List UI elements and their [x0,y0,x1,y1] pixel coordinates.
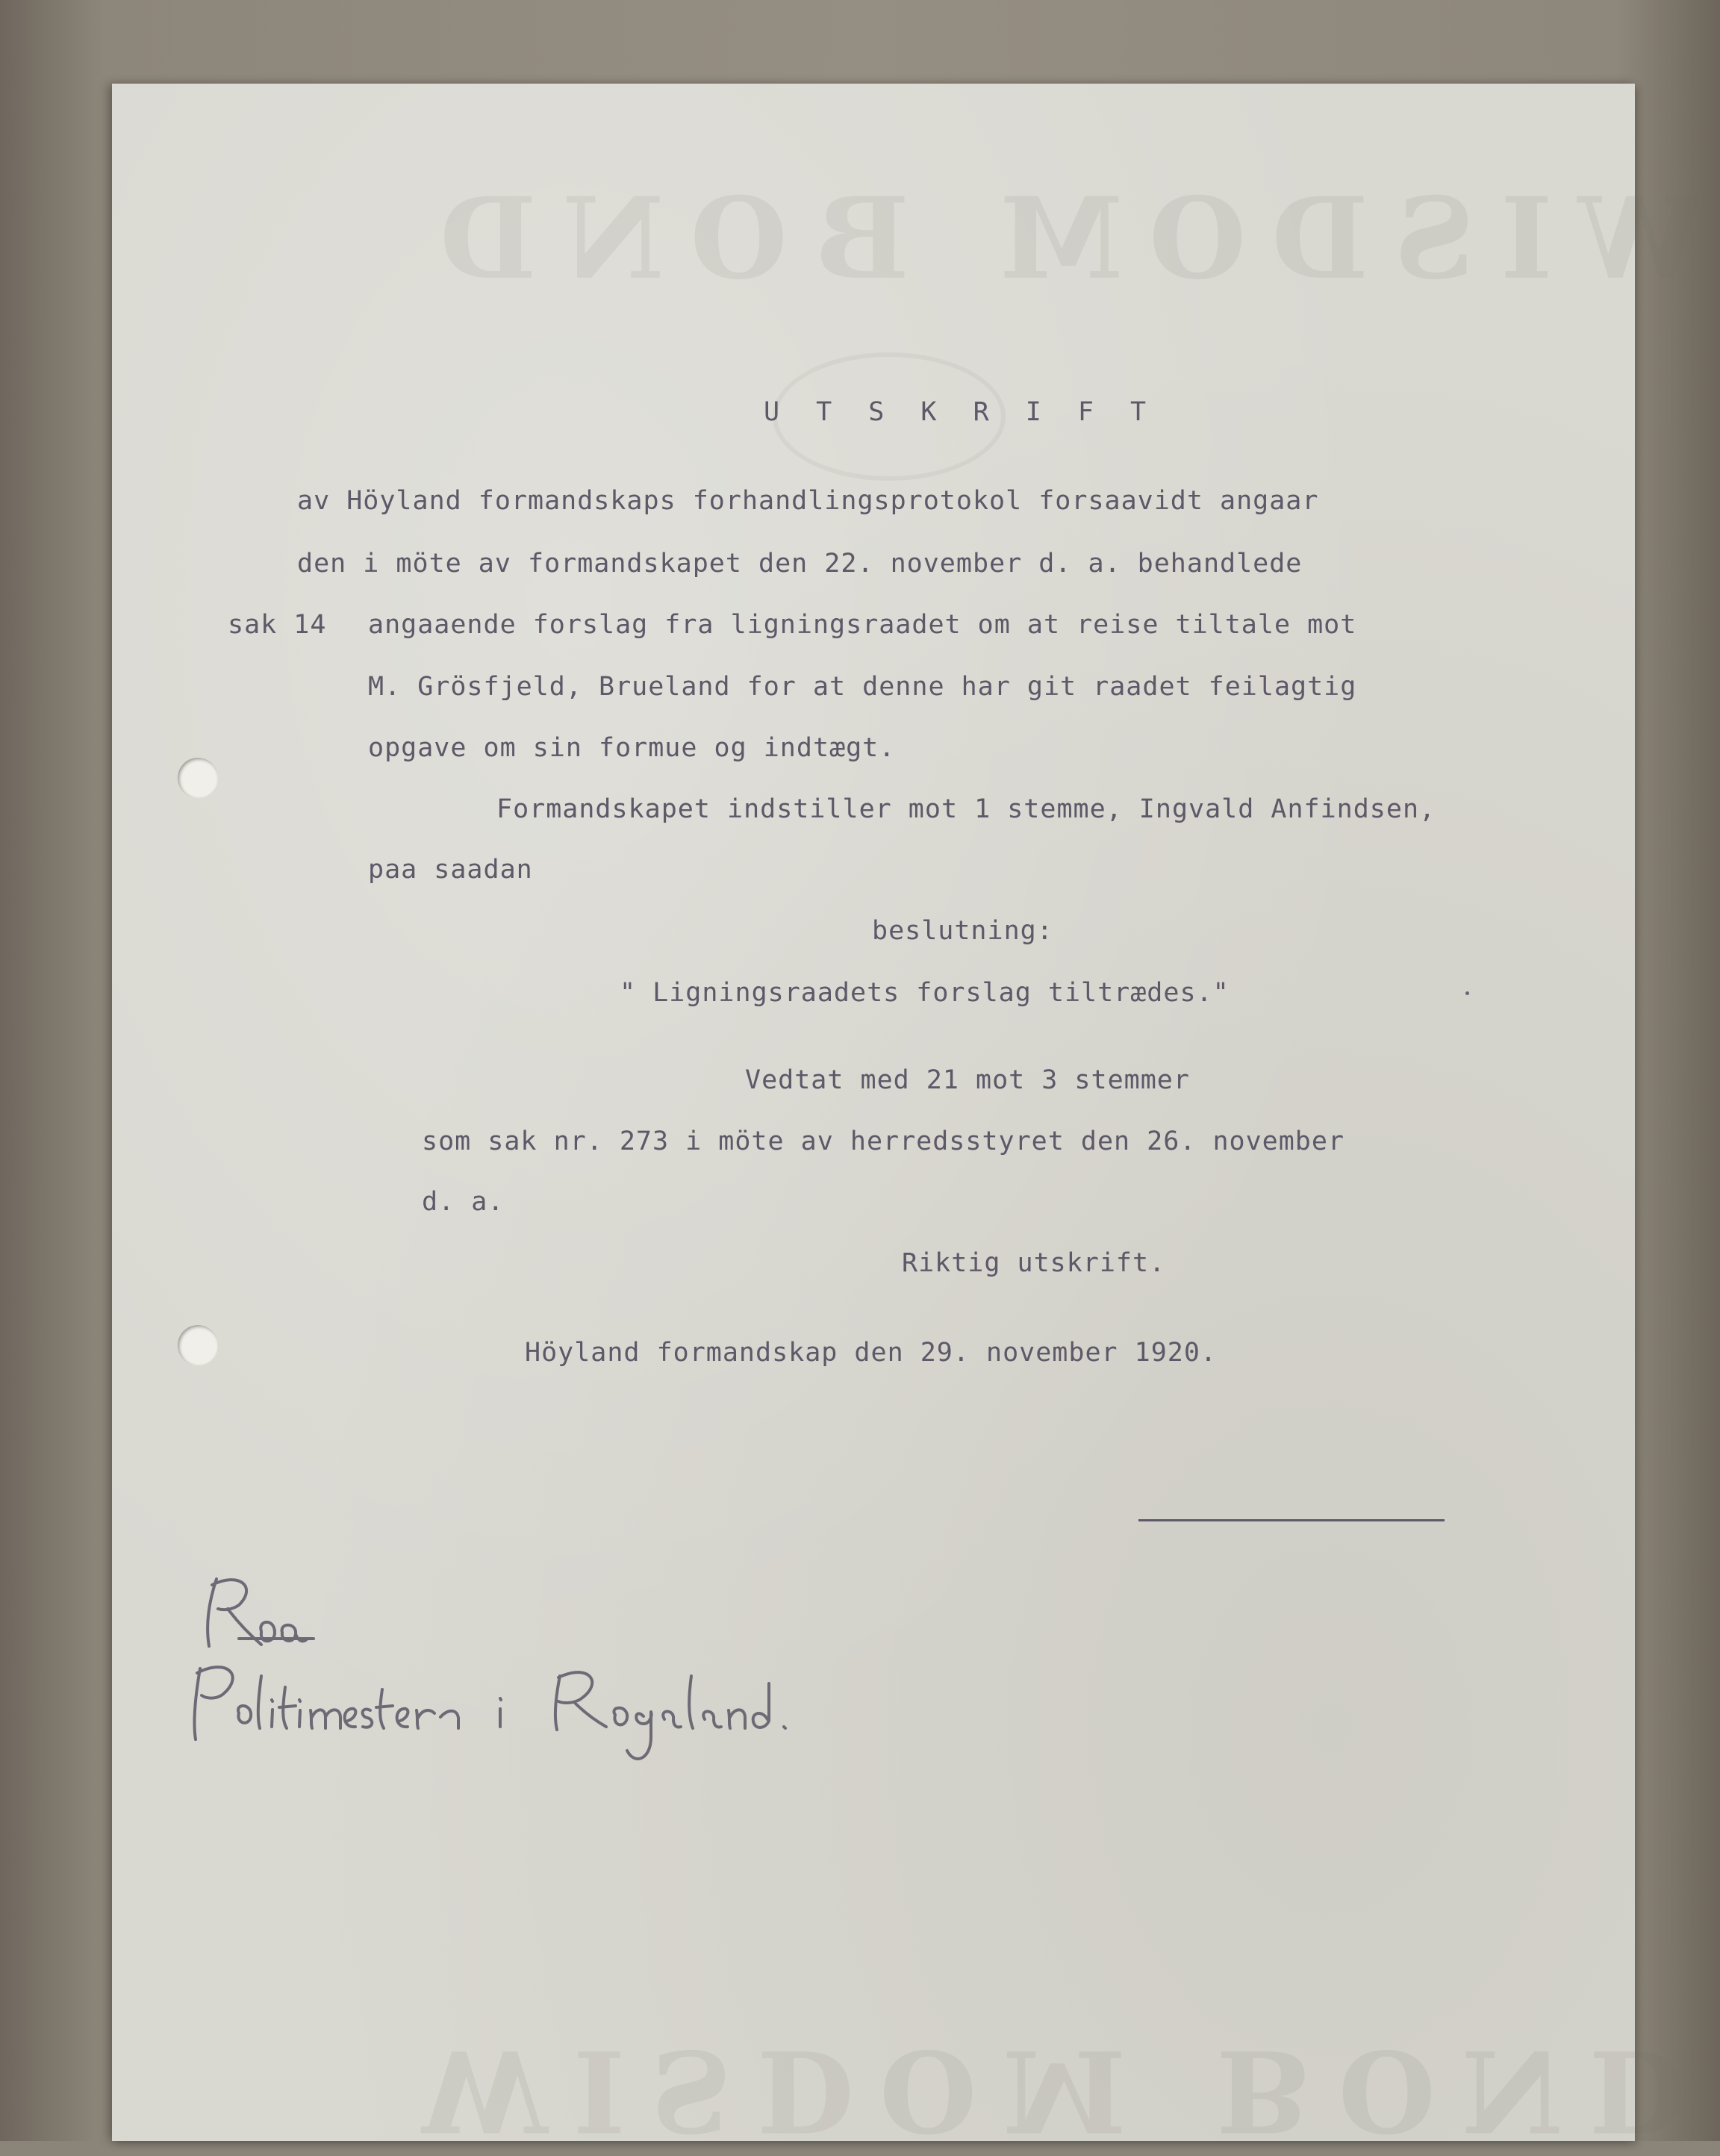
margin-case-number: sak 14 [228,610,327,640]
place-date-line: Höyland formandskap den 29. november 1920. [525,1338,1218,1368]
body-line-2: den i möte av formandskapet den 22. november d. a. behandlede [297,549,1303,579]
handwritten-addressee [194,1667,458,1739]
vote-result: Vedtat med 21 mot 3 stemmer [745,1065,1190,1095]
body-line-7: paa saadan [368,855,533,885]
document-title: U T S K R I F T [764,397,1157,427]
stray-ink-dot [1465,991,1469,995]
resolution-text: " Ligningsraadets forslag tiltrædes." [620,978,1230,1008]
body-line-1: av Höyland formandskaps forhandlingsprotokol forsaavidt angaar [297,486,1319,516]
watermark-top: WISDOM BOND [414,173,1704,305]
watermark-bottom: WISDOM BOND [422,2025,1712,2156]
body-line-3: angaaende forslag fra ligningsraadet om at reise tiltale mot [368,610,1357,640]
handwritten-initials [208,1579,314,1646]
body-line-6: Formandskapet indstiller mot 1 stemme, Ingvald Anfindsen, [496,794,1436,824]
document-page [112,84,1712,2156]
resolution-heading: beslutning: [872,916,1053,946]
body-line-11: som sak nr. 273 i möte av herredsstyret den 26. november [422,1127,1345,1156]
certification: Riktig utskrift. [902,1248,1166,1278]
handwritten-note [187,1564,970,1788]
body-line-12: d. a. [422,1187,505,1217]
body-line-4: M. Grösfjeld, Brueland for at denne har git raadet feilagtig [368,672,1357,702]
punch-hole-bottom [178,1325,218,1365]
punch-hole-top [178,758,218,798]
body-line-5: opgave om sin formue og indtægt. [368,733,896,763]
signature-line [1138,1519,1445,1521]
